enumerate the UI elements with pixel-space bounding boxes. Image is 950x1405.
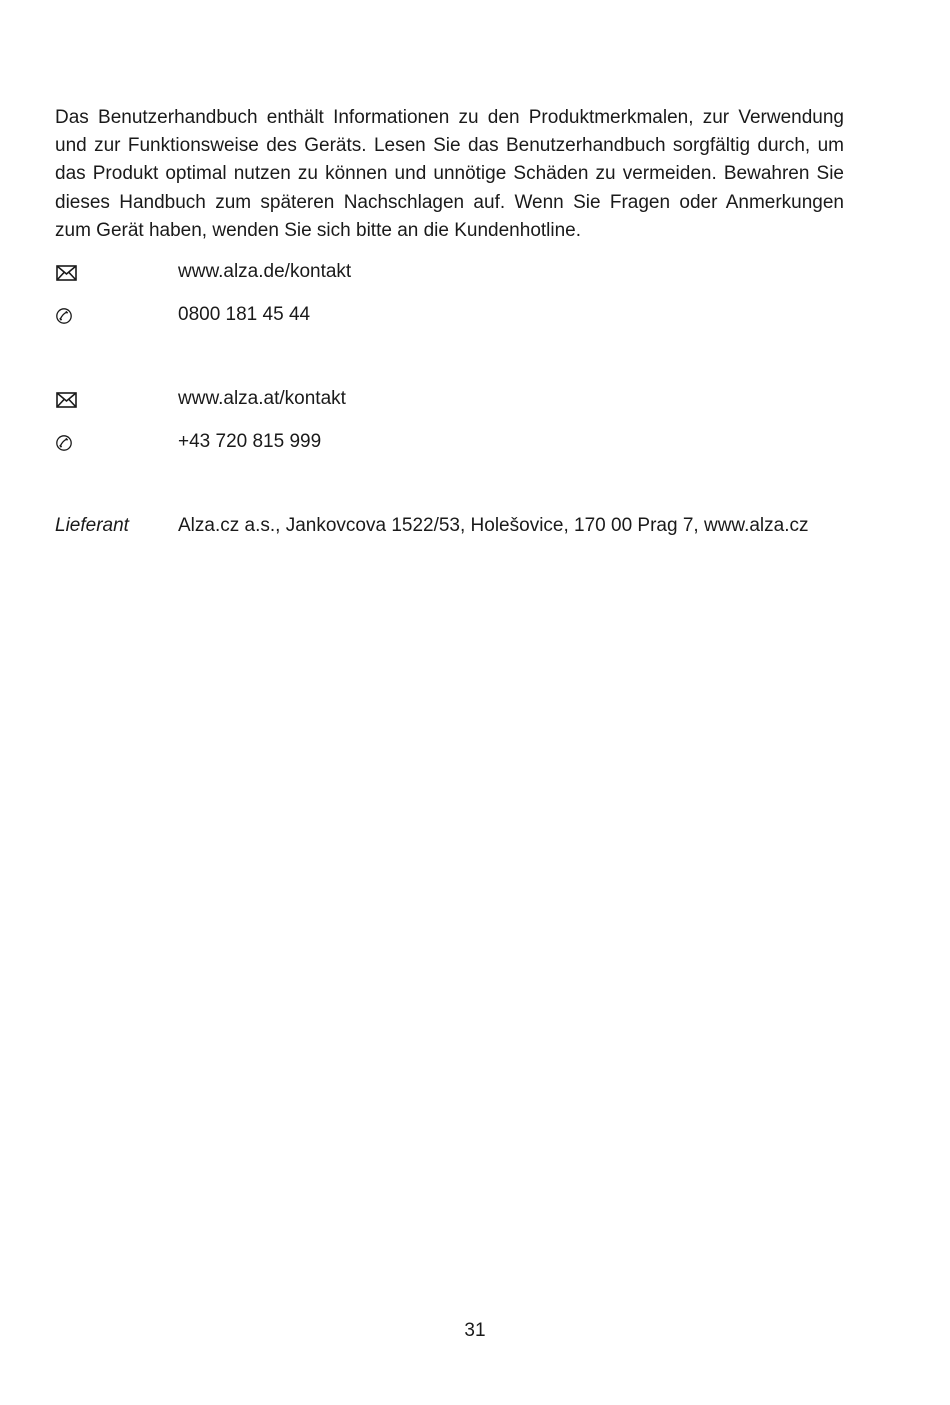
contact-row-at-phone [55,428,895,456]
contact-link-at[interactable]: www.alza.at/kontakt [178,388,346,409]
supplier-address: Alza.cz a.s., Jankovcova 1522/53, Holešovice, 170 00 Prag 7, www.alza.cz [178,515,809,536]
intro-paragraph: Das Benutzerhandbuch enthält Informationen zu den Produktmerkmalen, zur Verwendung und zur Funktionsweise des Geräts. Lesen Sie das Benutzerhandbuch sorgfältig durch, um das Produkt optimal nutzen zu können und unnötige Schäden zu vermeiden. Bewahren Sie dieses Handbuch zum späteren Nachschlagen auf. Wenn Sie Fragen oder Anmerkungen zum Gerät haben, wenden Sie sich bitte an die Kundenhotline. [55,107,844,241]
contact-phone-at: +43 720 815 999 [178,431,322,452]
contact-row-de-web [55,258,895,286]
telephone-icon [55,301,175,326]
page-number: 31 [464,1320,486,1341]
telephone-icon [55,428,175,453]
contact-link-de[interactable]: www.alza.de/kontakt [178,261,352,282]
envelope-icon [55,385,175,411]
supplier-row [55,512,895,540]
supplier-label: Lieferant [55,515,129,536]
envelope-icon [55,258,175,284]
contact-row-de-phone [55,301,895,329]
contact-row-at-web [55,385,895,413]
contact-phone-de: 0800 181 45 44 [178,304,311,325]
